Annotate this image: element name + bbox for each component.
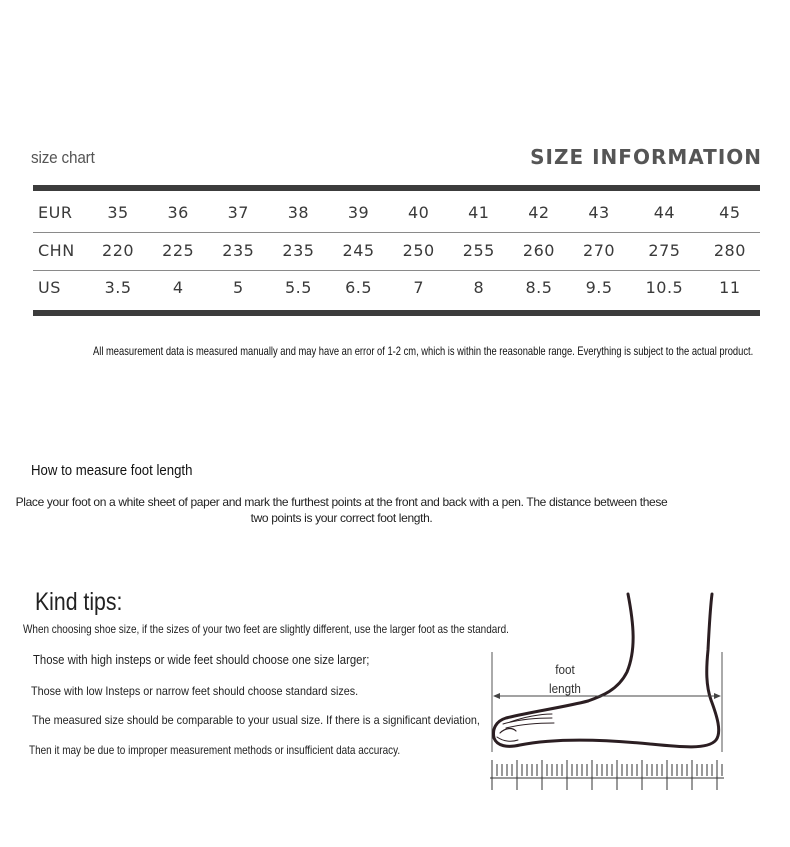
measure-heading: How to measure foot length bbox=[31, 462, 193, 479]
table-bottom-rule bbox=[33, 310, 760, 316]
size-information-title: SIZE INFORMATION bbox=[530, 145, 762, 169]
size-cell: 41 bbox=[468, 203, 490, 223]
size-cell: 7 bbox=[413, 278, 425, 298]
row-divider bbox=[33, 270, 760, 271]
row-label: US bbox=[38, 278, 61, 298]
tip-item: Then it may be due to improper measurement methods or insufficient data accuracy. bbox=[29, 743, 401, 757]
size-cell: 6.5 bbox=[345, 278, 373, 298]
tip-item: Those with high insteps or wide feet should choose one size larger; bbox=[33, 652, 370, 667]
size-cell: 270 bbox=[583, 240, 616, 260]
size-cell: 35 bbox=[107, 203, 129, 223]
size-cell: 39 bbox=[347, 203, 370, 223]
size-cell: 10.5 bbox=[645, 278, 684, 298]
size-cell: 250 bbox=[402, 240, 435, 260]
size-cell: 40 bbox=[408, 203, 430, 223]
size-cell: 235 bbox=[282, 240, 315, 260]
size-cell: 9.5 bbox=[585, 278, 613, 298]
table-row bbox=[33, 194, 760, 232]
size-cell: 44 bbox=[653, 203, 676, 223]
row-label: CHN bbox=[38, 240, 75, 260]
size-table bbox=[33, 194, 760, 307]
foot-length-label bbox=[538, 660, 592, 698]
size-cell: 5 bbox=[232, 278, 244, 298]
size-cell: 275 bbox=[648, 240, 681, 260]
foot-outline-icon bbox=[494, 594, 719, 747]
arrow-left-head bbox=[493, 693, 500, 699]
size-cell: 45 bbox=[719, 203, 741, 223]
size-cell: 37 bbox=[227, 203, 249, 223]
measure-instructions: Place your foot on a white sheet of paper and mark the furthest points at the front and back with a pen. The distance between these two points is your correct foot length. bbox=[15, 495, 668, 525]
row-divider bbox=[33, 232, 760, 233]
tip-item: Those with low Insteps or narrow feet should choose standard sizes. bbox=[31, 684, 359, 698]
size-cell: 225 bbox=[162, 240, 195, 260]
foot-label-line2: length bbox=[549, 681, 581, 696]
size-cell: 245 bbox=[342, 240, 375, 260]
size-cell: 42 bbox=[528, 203, 550, 223]
size-cell: 3.5 bbox=[104, 278, 132, 298]
row-label: EUR bbox=[38, 203, 73, 223]
size-cell: 38 bbox=[287, 203, 310, 223]
tip-item: When choosing shoe size, if the sizes of your two feet are slightly different, use the larger foot as the standard. bbox=[23, 622, 509, 636]
size-cell: 255 bbox=[462, 240, 495, 260]
size-chart-label: size chart bbox=[31, 148, 95, 167]
size-cell: 235 bbox=[222, 240, 255, 260]
ruler-ticks bbox=[492, 760, 722, 790]
size-cell: 8 bbox=[473, 278, 485, 298]
kind-tips-heading: Kind tips: bbox=[35, 588, 123, 616]
size-cell: 11 bbox=[719, 278, 741, 298]
size-cell: 43 bbox=[588, 203, 610, 223]
table-top-rule bbox=[33, 185, 760, 191]
measurement-disclaimer: All measurement data is measured manually and may have an error of 1-2 cm, which is within the reasonable range. Everything is subject to the actual product. bbox=[93, 344, 754, 358]
size-cell: 36 bbox=[167, 203, 189, 223]
foot-label-line1: foot bbox=[555, 662, 575, 677]
table-row bbox=[33, 232, 760, 270]
size-cell: 220 bbox=[102, 240, 135, 260]
foot-length-diagram bbox=[485, 588, 730, 798]
table-row bbox=[33, 269, 760, 307]
size-cell: 4 bbox=[172, 278, 184, 298]
tip-item: The measured size should be comparable to your usual size. If there is a significant deviation, bbox=[32, 713, 480, 727]
size-cell: 280 bbox=[713, 240, 746, 260]
size-cell: 5.5 bbox=[284, 278, 312, 298]
size-cell: 260 bbox=[522, 240, 555, 260]
arrow-right-head bbox=[714, 693, 721, 699]
size-cell: 8.5 bbox=[525, 278, 553, 298]
